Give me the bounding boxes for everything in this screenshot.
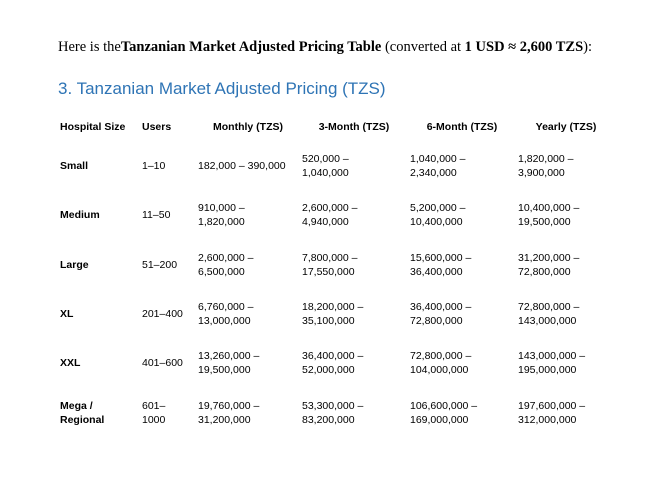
table-row	[58, 142, 616, 191]
cell-text: 31,200,000 –	[518, 251, 580, 264]
intro-text-tail: ):	[583, 39, 593, 55]
cell-users: 1–10	[142, 159, 166, 172]
cell-hospital-size	[58, 142, 140, 191]
cell-text: 1,040,000	[302, 167, 349, 180]
table-row	[58, 389, 616, 438]
intro-text-middle: (converted at	[381, 39, 465, 55]
cell-monthly	[196, 191, 300, 240]
cell-text: 19,500,000	[518, 216, 571, 229]
cell-three-month	[300, 191, 408, 240]
cell-text: 36,400,000 –	[302, 350, 364, 363]
table-row	[58, 290, 616, 339]
cell-six-month	[408, 389, 516, 438]
cell-users	[140, 389, 196, 438]
cell-monthly	[196, 142, 300, 191]
cell-text: XL	[60, 307, 74, 320]
cell-hospital-size	[58, 191, 140, 240]
cell-text: 10,400,000	[410, 216, 463, 229]
cell-hospital-size	[58, 389, 140, 438]
cell-text: 35,100,000	[302, 315, 355, 328]
cell-text: 143,000,000 –	[518, 350, 586, 363]
cell-text: 72,800,000	[518, 265, 571, 278]
cell-text: 169,000,000	[410, 413, 469, 426]
cell-text: 13,000,000	[198, 315, 251, 328]
cell-monthly	[196, 241, 300, 290]
column-header-yearly: Yearly (TZS)	[535, 120, 597, 133]
cell-hospital-size	[58, 339, 140, 388]
column-header-monthly: Monthly (TZS)	[213, 120, 283, 133]
cell-monthly	[196, 389, 300, 438]
cell-text: 13,260,000 –	[198, 350, 260, 363]
cell-text: 72,800,000	[410, 315, 463, 328]
cell-text: 3,900,000	[518, 167, 565, 180]
cell-hospital-size	[58, 241, 140, 290]
cell-text: 19,760,000 –	[198, 399, 260, 412]
cell-text: 195,000,000	[518, 364, 577, 377]
column-header-three-month: 3-Month (TZS)	[318, 120, 390, 133]
cell-text-line1: Mega /	[60, 399, 93, 412]
cell-text: 910,000 –	[198, 202, 245, 215]
cell-hospital-size	[58, 290, 140, 339]
cell-text: 5,200,000 –	[410, 202, 466, 215]
intro-paragraph	[58, 38, 593, 57]
cell-text: 10,400,000 –	[518, 202, 580, 215]
cell-text: 6,760,000 –	[198, 300, 254, 313]
cell-text: 19,500,000	[198, 364, 251, 377]
cell-text: 6,500,000	[198, 265, 245, 278]
cell-yearly	[516, 339, 616, 388]
cell-text: 15,600,000 –	[410, 251, 472, 264]
cell-monthly	[196, 339, 300, 388]
section-heading: 3. Tanzanian Market Adjusted Pricing (TZS)	[58, 78, 386, 98]
cell-three-month	[300, 241, 408, 290]
intro-text-lead: Here is the	[58, 39, 121, 55]
cell-text-line2: 1000	[142, 413, 166, 426]
cell-text: 2,600,000 –	[198, 251, 254, 264]
column-header-users: Users	[142, 120, 172, 133]
cell-text: 72,800,000 –	[518, 300, 580, 313]
cell-text: 143,000,000	[518, 315, 577, 328]
intro-text-emphasis: Tanzanian Market Adjusted Pricing Table	[120, 39, 382, 55]
cell-text: 104,000,000	[410, 364, 469, 377]
cell-text: Large	[60, 258, 89, 271]
cell-yearly	[516, 290, 616, 339]
cell-text: 312,000,000	[518, 413, 577, 426]
cell-users: 11–50	[142, 209, 171, 222]
cell-text: 36,400,000 –	[410, 300, 472, 313]
cell-yearly	[516, 142, 616, 191]
table-header-row	[58, 117, 616, 142]
cell-six-month	[408, 241, 516, 290]
cell-three-month	[300, 339, 408, 388]
cell-text-line1: 601–	[142, 399, 166, 412]
intro-conversion-rate: 1 USD ≈ 2,600 TZS	[464, 39, 584, 55]
cell-text: 31,200,000	[198, 413, 251, 426]
cell-three-month	[300, 290, 408, 339]
cell-text: 2,600,000 –	[302, 202, 358, 215]
cell-monthly	[196, 290, 300, 339]
cell-text: 1,820,000 –	[518, 152, 574, 165]
cell-text: 197,600,000 –	[518, 399, 586, 412]
cell-users: 51–200	[142, 258, 178, 271]
cell-text: 2,340,000	[410, 167, 457, 180]
cell-text: 7,800,000 –	[302, 251, 358, 264]
cell-text: Small	[60, 159, 89, 172]
cell-yearly	[516, 191, 616, 240]
cell-text: 106,600,000 –	[410, 399, 478, 412]
cell-text: 72,800,000 –	[410, 350, 472, 363]
column-header-hospital-size: Hospital Size	[60, 120, 126, 133]
table-header	[58, 117, 616, 142]
cell-six-month	[408, 290, 516, 339]
cell-six-month	[408, 142, 516, 191]
cell-yearly	[516, 241, 616, 290]
cell-six-month	[408, 339, 516, 388]
cell-text: 83,200,000	[302, 413, 355, 426]
cell-text: 1,040,000 –	[410, 152, 466, 165]
cell-three-month	[300, 389, 408, 438]
cell-users: 201–400	[142, 307, 183, 320]
table-row	[58, 241, 616, 290]
column-header-six-month: 6-Month (TZS)	[426, 120, 498, 133]
cell-text: 18,200,000 –	[302, 300, 364, 313]
cell-text: 17,550,000	[302, 265, 355, 278]
cell-text: 36,400,000	[410, 265, 463, 278]
cell-three-month	[300, 142, 408, 191]
table-body	[58, 142, 616, 438]
cell-users: 401–600	[142, 357, 183, 370]
cell-six-month	[408, 191, 516, 240]
table-row	[58, 191, 616, 240]
cell-yearly	[516, 389, 616, 438]
cell-text: 53,300,000 –	[302, 399, 364, 412]
cell-text: XXL	[60, 357, 81, 370]
table-row	[58, 339, 616, 388]
pricing-table	[58, 117, 616, 438]
cell-text: Medium	[60, 209, 100, 222]
cell-text: 1,820,000	[198, 216, 245, 229]
cell-text-line2: Regional	[60, 413, 105, 426]
cell-text: 520,000 –	[302, 152, 349, 165]
cell-text: 182,000 – 390,000	[198, 159, 286, 172]
cell-text: 4,940,000	[302, 216, 349, 229]
cell-text: 52,000,000	[302, 364, 355, 377]
